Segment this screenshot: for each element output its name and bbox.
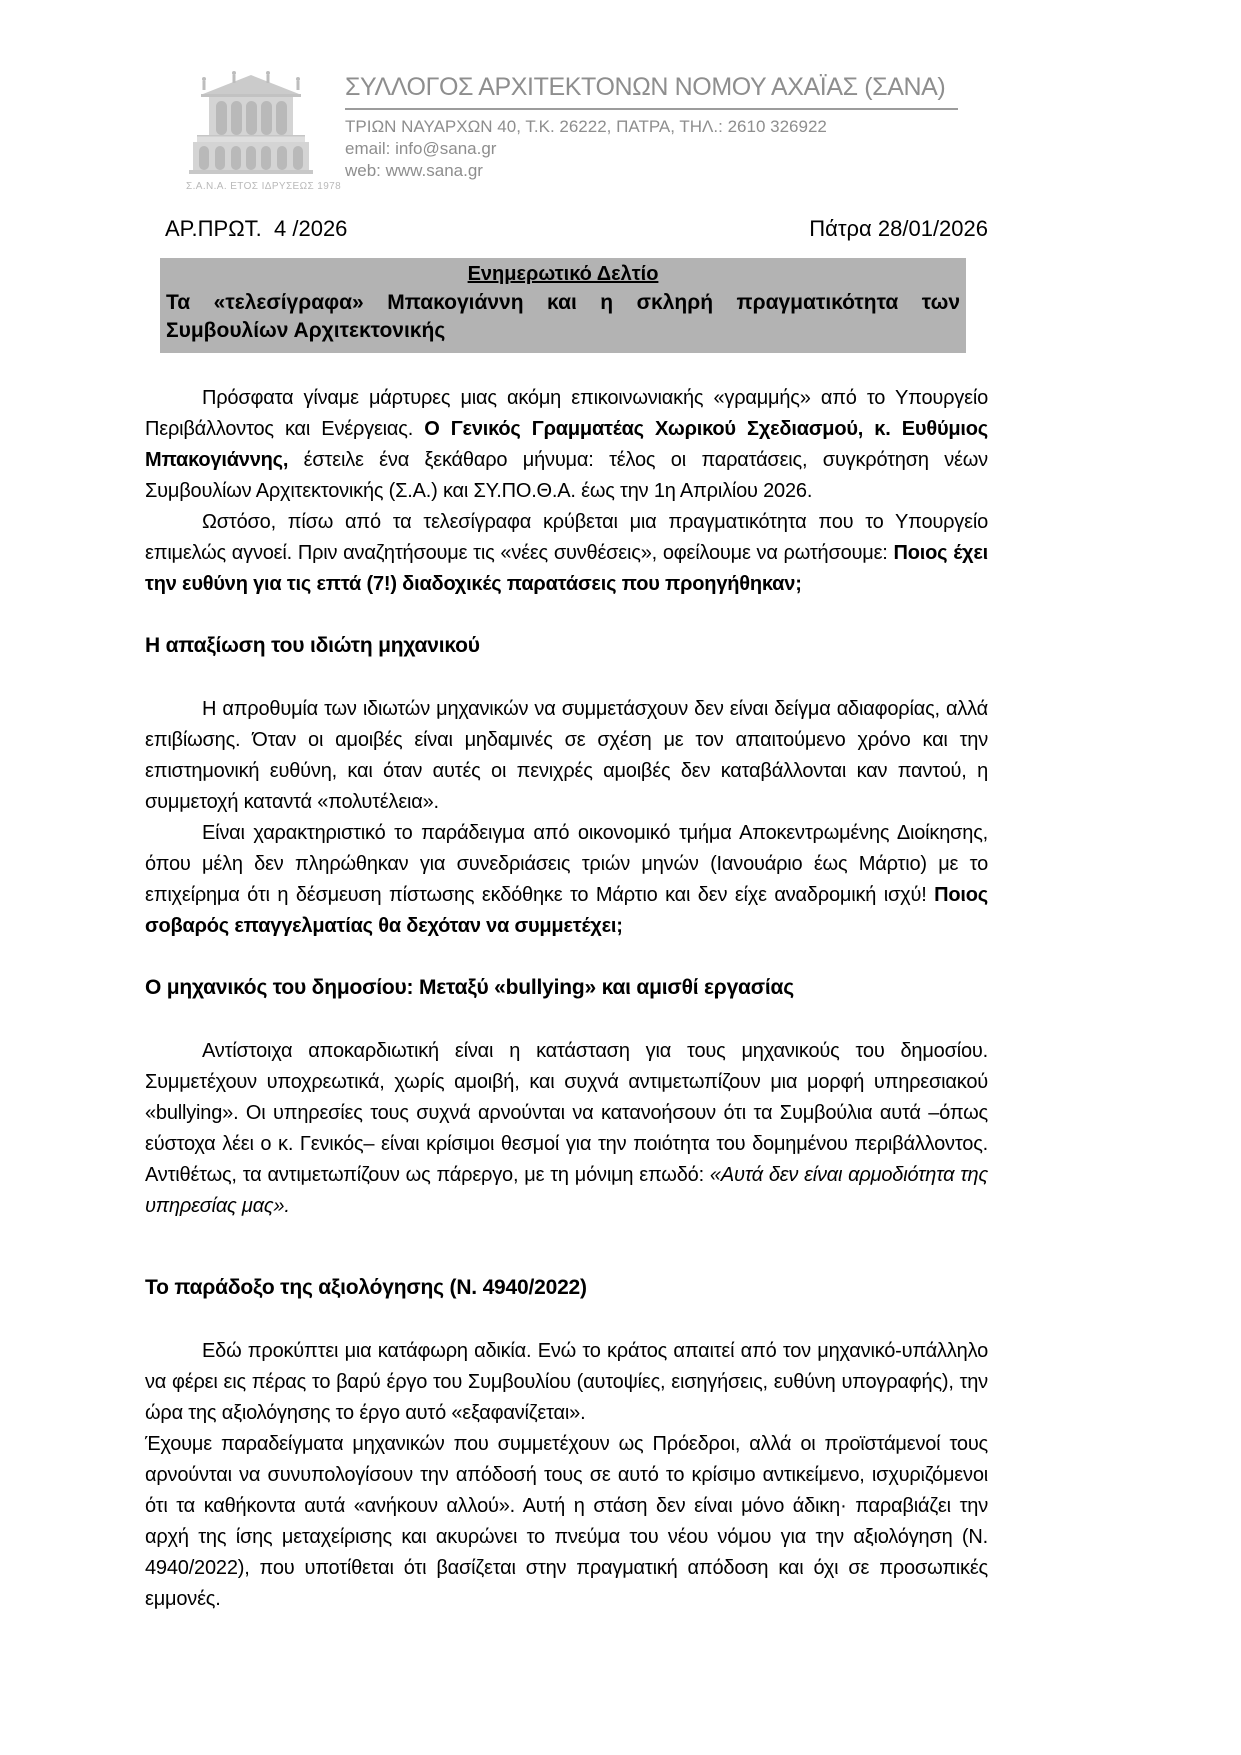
protocol-number: ΑΡ.ΠΡΩΤ. 4 /2026 bbox=[165, 216, 348, 241]
text-run: Η απροθυμία των ιδιωτών μηχανικών να συμμετάσχουν δεν είναι δείγμα αδιαφορίας, αλλά επιβίωσης. Όταν οι αμοιβές είναι μηδαμινές σε σχέση με τον απαιτούμενο χρόνο και την επιστημονική ευθύνη, και όταν αυτές οι πενιχρές αμοιβές δεν καταβάλλονται καν παντού, η συμμετοχή καταντά «πολυτέλεια». bbox=[145, 698, 988, 813]
section-heading: Ο μηχανικός του δημοσίου: Μεταξύ «bullying» και αμισθί εργασίας bbox=[145, 976, 794, 999]
bulletin-title: Τα «τελεσίγραφα» Μπακογιάννη και η σκληρή πραγματικότητα των Συμβουλίων Αρχιτεκτονικής bbox=[166, 291, 960, 342]
section-heading: Η απαξίωση του ιδιώτη μηχανικού bbox=[145, 634, 480, 657]
body-paragraph bbox=[145, 1036, 988, 1222]
body-paragraph bbox=[145, 507, 988, 600]
text-run: Εδώ προκύπτει μια κατάφωρη αδικία. Ενώ το κράτος απαιτεί από τον μηχανικό-υπάλληλο να φέρει εις πέρας το βαρύ έργο του Συμβουλίου (αυτοψίες, εισηγήσεις, ευθύνη υπογραφής), την ώρα της αξιολόγησης το έργο αυτό «εξαφανίζεται». bbox=[145, 1340, 988, 1424]
letterhead bbox=[345, 72, 963, 182]
org-logo bbox=[186, 70, 342, 192]
bold-text-run: Ποιος σοβαρός επαγγελματίας θα δεχόταν να συμμετέχει; bbox=[145, 884, 988, 937]
title-box bbox=[160, 258, 966, 353]
text-run: Ωστόσο, πίσω από τα τελεσίγραφα κρύβεται μια πραγματικότητα που το Υπουργείο επιμελώς αγνοεί. Πριν αναζητήσουμε τις «νέες συνθέσεις», οφείλουμε να ρωτήσουμε: bbox=[145, 511, 988, 564]
body-paragraph bbox=[145, 1336, 988, 1429]
org-name: ΣΥΛΛΟΓΟΣ ΑΡΧΙΤΕΚΤΟΝΩΝ ΝΟΜΟΥ ΑΧΑΪΑΣ (ΣΑΝΑ) bbox=[345, 73, 946, 101]
org-address: ΤΡΙΩΝ ΝΑΥΑΡΧΩΝ 40, Τ.Κ. 26222, ΠΑΤΡΑ, ΤΗΛ.: 2610 326922 bbox=[345, 117, 827, 136]
bold-text-run: Ποιος έχει την ευθύνη για τις επτά (7!) διαδοχικές παρατάσεις που προηγήθηκαν; bbox=[145, 542, 988, 595]
text-run: Είναι χαρακτηριστικό το παράδειγμα από οικονομικό τμήμα Αποκεντρωμένης Διοίκησης, όπου μέλη δεν πληρώθηκαν για συνεδριάσεις τριών μηνών (Ιανουάριο έως Μάρτιο) με το επιχείρημα ότι η δέσμευση πίστωσης εκδόθηκε το Μάρτιο και δεν είχε αναδρομική ισχύ! bbox=[145, 822, 988, 906]
classical-building-icon bbox=[189, 70, 313, 174]
document-body bbox=[145, 383, 988, 1615]
bulletin-kicker: Ενημερωτικό Δελτίο bbox=[467, 263, 659, 285]
org-web: web: www.sana.gr bbox=[345, 161, 483, 180]
letterhead-divider bbox=[345, 108, 958, 110]
text-run: Αντίστοιχα αποκαρδιωτική είναι η κατάσταση για τους μηχανικούς του δημοσίου. Συμμετέχουν υποχρεωτικά, χωρίς αμοιβή, και συχνά αντιμετωπίζουν μια μορφή υπηρεσιακού «bullying». Οι υπηρεσίες τους συχνά αρνούνται να κατανοήσουν ότι τα Συμβούλια αυτά –όπως εύστοχα λέει ο κ. Γενικός– είναι κρίσιμοι θεσμοί για την ποιότητα του δομημένου περιβάλλοντος. Αντιθέτως, τα αντιμετωπίζουν ως πάρεργο, με τη μόνιμη επωδό: bbox=[145, 1040, 988, 1186]
body-paragraph bbox=[145, 818, 988, 942]
body-paragraph bbox=[145, 383, 988, 507]
text-run: Πρόσφατα γίναμε μάρτυρες μιας ακόμη επικοινωνιακής «γραμμής» από το Υπουργείο Περιβάλλοντος και Ενέργειας. bbox=[145, 387, 988, 440]
text-run: έστειλε ένα ξεκάθαρο μήνυμα: τέλος οι παρατάσεις, συγκρότηση νέων Συμβουλίων Αρχιτεκτονικής (Σ.Α.) και ΣΥ.ΠΟ.Θ.Α. έως την 1η Απριλίου 2026. bbox=[145, 449, 988, 502]
section-heading: Το παράδοξο της αξιολόγησης (Ν. 4940/2022) bbox=[145, 1276, 587, 1299]
place-date: Πάτρα 28/01/2026 bbox=[809, 216, 988, 241]
meta-row bbox=[165, 216, 988, 242]
logo-caption: Σ.Α.Ν.Α. ΕΤΟΣ ΙΔΡΥΣΕΩΣ 1978 bbox=[186, 181, 342, 192]
document-content bbox=[145, 258, 988, 1615]
body-paragraph bbox=[145, 1429, 988, 1615]
bold-text-run: Ο Γενικός Γραμματέας Χωρικού Σχεδιασμού, κ. Ευθύμιος Μπακογιάννης, bbox=[145, 418, 989, 471]
body-paragraph bbox=[145, 694, 988, 818]
italic-text-run: «Αυτά δεν είναι αρμοδιότητα της υπηρεσίας μας». bbox=[145, 1164, 988, 1217]
org-email: email: info@sana.gr bbox=[345, 139, 497, 158]
text-run: Έχουμε παραδείγματα μηχανικών που συμμετέχουν ως Πρόεδροι, αλλά οι προϊστάμενοί τους αρνούνται να συνυπολογίσουν την απόδοσή τους σε αυτό το κρίσιμο αντικείμενο, ισχυριζόμενοι ότι τα καθήκοντα αυτά «ανήκουν αλλού». Αυτή η στάση δεν είναι μόνο άδικη· παραβιάζει την αρχή της ίσης μεταχείρισης και ακυρώνει το πνεύμα του νέου νόμου για την αξιολόγηση (Ν. 4940/2022), που υποτίθεται ότι βασίζεται στην πραγματική απόδοση και όχι σε προσωπικές εμμονές. bbox=[145, 1433, 988, 1610]
